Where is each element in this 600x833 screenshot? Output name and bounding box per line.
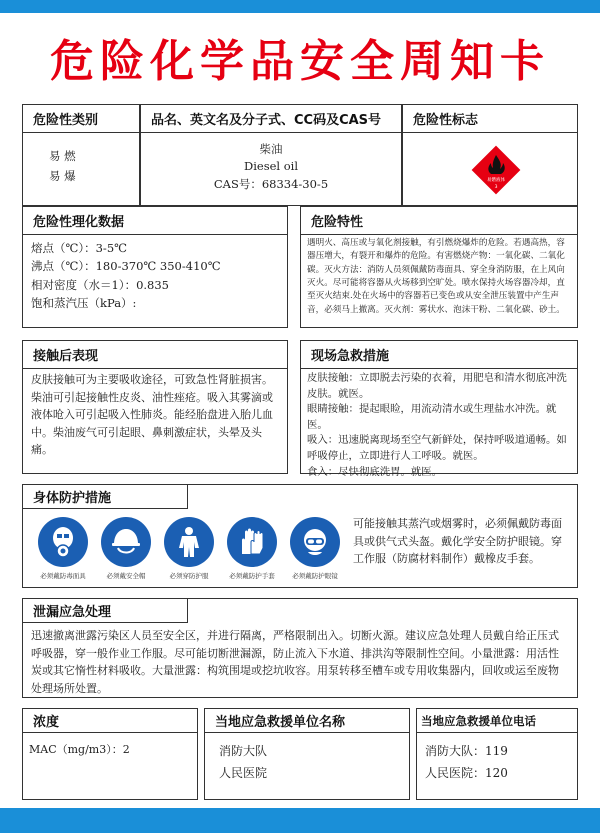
contact-header: 接触后表现 — [23, 341, 287, 369]
hazard-category-header: 危险性类别 — [23, 105, 139, 133]
physchem-box — [22, 206, 288, 328]
leak-box — [22, 598, 578, 698]
hazard-props-text: 遇明火、高压或与氧化剂接触，有引燃烧爆炸的危险。若遇高热，容器压增大，有裂开和爆炸的危险。有害燃烧产物：一氧化碳、二氧化碳。灭火方法：消防人员须佩戴防毒面具、穿全身消防服，在上风向灭火。尽可能将容器从火场移到空旷处。喷水保持火场容器冷却，直至灭火结束.处在火场中的容器若已变色或从安全泄压装置中产生声音，必须马上撤离。灭火剂：雾状水、泡沫干粉、二氧化碳、砂土。 — [307, 238, 565, 315]
rescue-unit: 消防大队 — [219, 744, 268, 758]
product-cn-name: 柴油 — [259, 142, 283, 156]
physchem-line: 沸点（℃）：180-370℃ 350-410℃ — [31, 259, 221, 274]
hazard-sign-header: 危险性标志 — [403, 105, 577, 133]
concentration-box — [22, 708, 198, 800]
icon-caption: 必须戴防护眼镜 — [292, 572, 338, 580]
first-aid-box — [300, 340, 578, 478]
contact-text: 皮肤接触可为主要吸收途径，可致急性肾脏损害。柴油可引起接触性皮炎、油性痤疮。吸入其雾滴或液体呛入可引起吸入性肺炎。能经胎盘进入胎儿血中。柴油废气可引起眼、鼻刺激症状，头晕及头痛。 — [31, 373, 273, 457]
contact-box — [22, 340, 288, 474]
sign-number: 3 — [494, 185, 498, 190]
concentration-value: MAC（mg/m3）：2 — [29, 743, 130, 756]
hazard-sign-box — [402, 104, 578, 206]
safety-goggles-icon — [285, 517, 345, 580]
product-cas: CAS号：68334-30-5 — [213, 176, 329, 191]
protective-gloves-icon — [222, 517, 282, 580]
page-title: 危险化学品安全周知卡 — [50, 36, 550, 87]
gas-mask-icon — [33, 517, 93, 580]
physchem-line: 熔点（℃）：3-5℃ — [31, 241, 127, 255]
rescue-units-header: 当地应急救援单位名称 — [205, 709, 409, 733]
first-aid-line: 吸入：迅速脱离现场至空气新鲜处，保持呼吸道通畅。如呼吸停止，立即进行人工呼吸。就医。 — [307, 434, 567, 463]
physchem-header: 危险性理化数据 — [23, 207, 287, 235]
rescue-phone: 人民医院：120 — [425, 765, 508, 780]
rescue-units-box — [204, 708, 410, 800]
rescue-phones-box — [416, 708, 578, 800]
icon-caption: 必须戴安全帽 — [106, 572, 146, 580]
safety-helmet-icon — [96, 517, 156, 580]
first-aid-line: 眼睛接触：提起眼睑，用流动清水或生理盐水冲洗。就医。 — [307, 403, 557, 431]
hazard-props-box — [300, 206, 578, 328]
product-box — [140, 104, 402, 206]
protection-box — [22, 484, 578, 588]
product-en-name: Diesel oil — [243, 159, 299, 174]
icon-caption: 必须穿防护服 — [169, 572, 209, 580]
first-aid-header: 现场急救措施 — [301, 341, 577, 369]
rescue-phone: 消防大队：119 — [425, 744, 508, 758]
protection-header: 身体防护措施 — [23, 485, 188, 509]
hazard-props-header: 危险特性 — [301, 207, 577, 235]
icon-caption: 必须戴防毒面具 — [40, 572, 86, 580]
leak-text: 迅速撤离泄露污染区人员至安全区，并进行隔离，严格限制出入。切断火源。建议应急处理人员戴自给正压式呼吸器，穿一般作业工作服。尽可能切断泄漏源，防止流入下水道、排洪沟等限制性空间。小量泄露：用活性炭或其它惰性材料吸收。大量泄露：构筑围堤或挖坑收容。用泵转移至槽车或专用收集器内，回收或运至废物处理场所处置。 — [31, 629, 559, 695]
hazard-category-box — [22, 104, 140, 206]
sign-label: 易燃液体 — [487, 178, 505, 183]
leak-header: 泄漏应急处理 — [23, 599, 188, 623]
physchem-line: 相对密度（水＝1）：0.835 — [31, 277, 169, 292]
top-blue-stripe — [0, 0, 600, 10]
icon-caption: 必须戴防护手套 — [229, 572, 275, 580]
title-band — [0, 10, 600, 92]
card-sheet — [0, 92, 600, 808]
hazard-category-item: 易 燃 — [49, 149, 76, 163]
concentration-header: 浓度 — [23, 709, 197, 733]
flammable-liquid-sign-icon — [469, 143, 523, 197]
first-aid-line: 食入：尽快彻底洗胃。就医。 — [307, 465, 443, 478]
rescue-unit: 人民医院 — [219, 765, 268, 780]
product-header: 品名、英文名及分子式、CC码及CAS号 — [141, 105, 401, 133]
bottom-blue-band — [0, 808, 600, 833]
rescue-phones-header: 当地应急救援单位电话 — [417, 709, 577, 733]
physchem-line: 饱和蒸汽压（kPa）: — [31, 296, 137, 311]
first-aid-line: 皮肤接触：立即脱去污染的衣着，用肥皂和清水彻底冲洗皮肤。就医。 — [307, 372, 567, 400]
protection-text: 可能接触其蒸汽或烟雾时，必须佩戴防毒面具或供气式头盔。戴化学安全防护眼镜。穿工作服（防腐材料制作）戴橡皮手套。 — [353, 517, 562, 566]
protective-suit-icon — [159, 517, 219, 580]
hazard-category-item: 易 爆 — [49, 168, 76, 183]
